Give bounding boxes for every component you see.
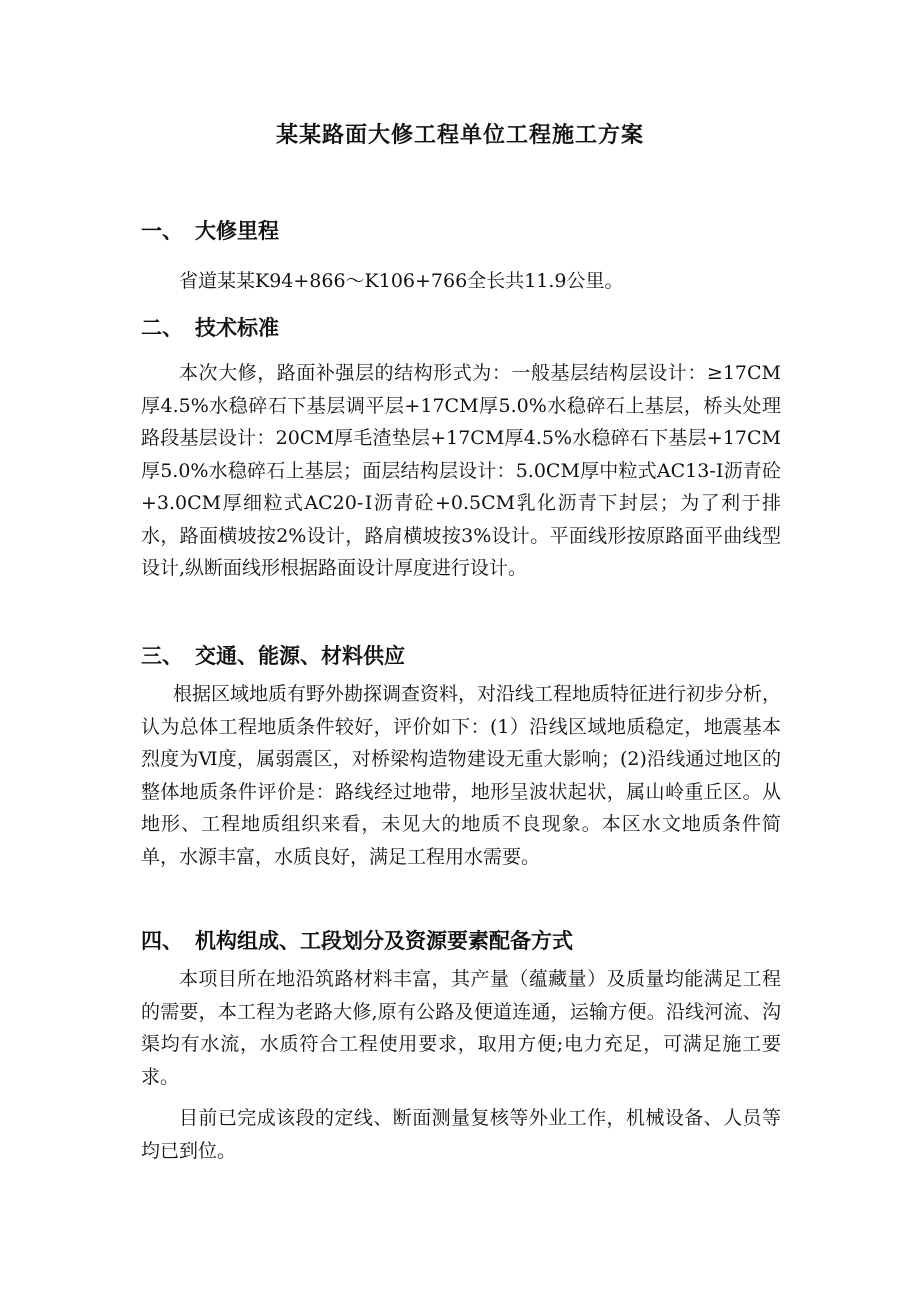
section-number: 二、 bbox=[141, 316, 183, 340]
section-4-paragraph-2 bbox=[141, 1102, 781, 1167]
section-number: 四、 bbox=[141, 929, 183, 953]
paragraph-text: 根据区域地质有野外勘探调查资料，对沿线工程地质特征进行初步分析，认为总体工程地质条件较好，评价如下：(1）沿线区域地质稳定，地震基本烈度为Ⅵ度，属弱震区，对桥梁构造物建设无重大影响；(2)沿线通过地区的整体地质条件评价是：路线经过地带，地形呈波状起状，属山岭重丘区。从地形、工程地质组织来看，未见大的地质不良现象。本区水文地质条件简单，水源丰富，水质良好，满足工程用水需要。 bbox=[141, 683, 782, 868]
paragraph-text: 目前已完成该段的定线、断面测量复核等外业工作，机械设备、人员等均已到位。 bbox=[141, 1107, 781, 1162]
section-heading-3 bbox=[141, 640, 405, 672]
section-title: 技术标准 bbox=[195, 316, 279, 340]
document-title: 某某路面大修工程单位工程施工方案 bbox=[275, 123, 644, 148]
section-number: 一、 bbox=[141, 219, 183, 243]
paragraph-text: 省道某某K94+866～K106+766全长共11.9公里。 bbox=[179, 270, 624, 292]
section-number: 三、 bbox=[141, 644, 183, 668]
section-4-paragraph-1 bbox=[141, 963, 781, 1093]
paragraph-text: 本次大修，路面补强层的结构形式为：一般基层结构层设计：≥17CM厚4.5%水稳碎石下基层调平层+17CM厚5.0%水稳碎石上基层，桥头处理路段基层设计：20CM厚毛渣垫层+17CM厚4.5%水稳碎石下基层+17CM厚5.0%水稳碎石上基层；面层结构层设计：5.0CM厚中粒式AC13-Ⅰ沥青砼+3.0CM厚细粒式AC20-Ⅰ沥青砼+0.5CM乳化沥青下封层；为了利于排水，路面横坡按2%设计，路肩横坡按3%设计。平面线形按原路面平曲线型设计,纵断面线形根据路面设计厚度进行设计。 bbox=[141, 362, 781, 579]
section-3-paragraph bbox=[141, 678, 781, 873]
paragraph-text: 本项目所在地沿筑路材料丰富，其产量（蕴藏量）及质量均能满足工程的需要，本工程为老路大修,原有公路及便道连通，运输方便。沿线河流、沟渠均有水流，水质符合工程使用要求，取用方便;电力充足，可满足施工要求。 bbox=[141, 968, 781, 1088]
section-title: 大修里程 bbox=[195, 219, 279, 243]
section-1-paragraph bbox=[141, 265, 781, 298]
section-heading-1 bbox=[141, 215, 279, 247]
section-title: 交通、能源、材料供应 bbox=[195, 644, 405, 668]
section-2-paragraph bbox=[141, 357, 781, 585]
section-heading-2 bbox=[141, 312, 279, 344]
section-title: 机构组成、工段划分及资源要素配备方式 bbox=[195, 929, 573, 953]
section-heading-4 bbox=[141, 925, 573, 957]
